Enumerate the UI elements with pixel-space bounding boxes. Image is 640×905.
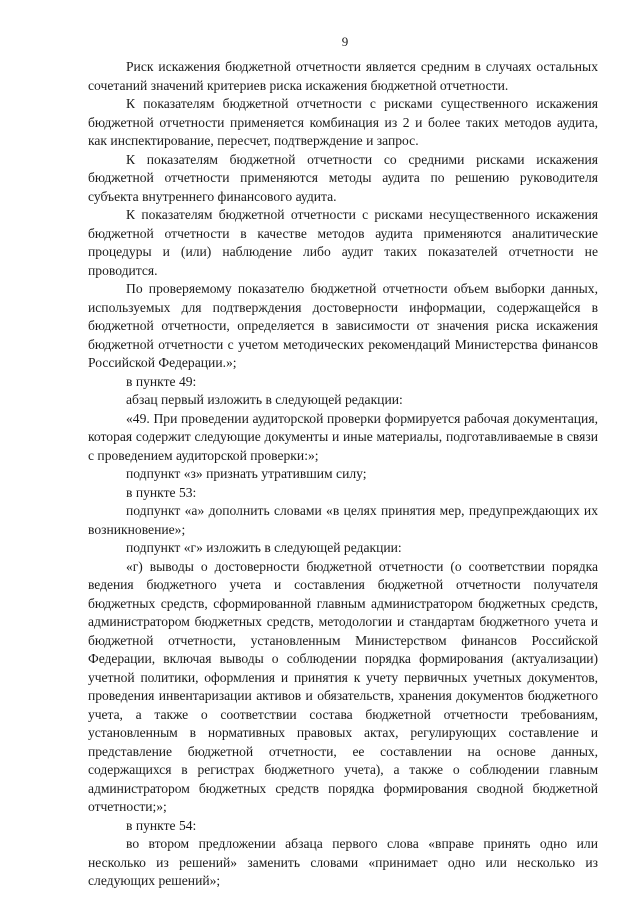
paragraph: «49. При проведении аудиторской проверки формируется рабочая документация, которая содержит следующие документы и иные материалы, подготавливаемые в связи с проведением аудиторской проверки:»; [88,410,598,463]
paragraph: во втором предложении абзаца первого слова «вправе принять одно или несколько из решений» заменить словами «принимает одно или несколько из следующих решений»; [88,836,598,888]
paragraph: подпункт «з» признать утратившим силу; [126,466,367,481]
paragraph: К показателям бюджетной отчетности со средними рисками искажения бюджетной отчетности применяются методы аудита по решению руководителя субъекта внутреннего финансового аудита. [88,151,598,204]
paragraph: Риск искажения бюджетной отчетности является средним в случаях остальных сочетаний значений критериев риска искажения бюджетной отчетности. [88,59,598,93]
page-number: 9 [341,34,349,49]
paragraph: в пункте 54: [126,817,197,833]
paragraph: абзац первый изложить в следующей редакции: [126,392,403,407]
document-body [88,58,598,891]
paragraph: подпункт «г» изложить в следующей редакции: [126,540,402,555]
paragraph: в пункте 53: [126,484,197,500]
paragraph: в пункте 49: [126,373,197,389]
paragraph: «г) выводы о достоверности бюджетной отчетности (о соответствии порядка ведения бюджетного учета и составления бюджетной отчетности получателя бюджетных средств, сформированной главным администратором бюджетных средств, администратором бюджетных средств, методологии и стандартам бюджетного учета и бюджетной отчетности, установленным Министерством финансов Российской Федерации, включая выводы о соблюдении порядка формирования (актуализации) учетной политики, оформления и принятия к учету первичных учетных документов, проведения инвентаризации активов и обязательств, хранения документов бюджетного учета, а также о соответствии состава бюджетной отчетности требованиям, установленным в нормативных правовых актах, регулирующих составление и представление бюджетной отчетности, ее составлении на основе данных, содержащихся в регистрах бюджетного учета), а также о соблюдении главным администратором бюджетных средств порядка формирования сводной бюджетной отчетности;»; [88,558,598,814]
paragraph: По проверяемому показателю бюджетной отчетности объем выборки данных, используемых для подтверждения достоверности информации, содержащейся в бюджетной отчетности, определяется в зависимости от значения риска искажения бюджетной отчетности с учетом методических рекомендаций Министерства финансов Российской Федерации.»; [88,281,598,370]
paragraph: К показателям бюджетной отчетности с рисками несущественного искажения бюджетной отчетности в качестве методов аудита применяются аналитические процедуры и (или) наблюдение либо аудит таких показателей отчетности не проводится. [88,207,598,278]
paragraph: К показателям бюджетной отчетности с рисками существенного искажения бюджетной отчетности применяется комбинация из 2 и более таких методов аудита, как инспектирование, пересчет, подтверждение и запрос. [88,96,598,148]
paragraph: подпункт «а» дополнить словами «в целях принятия мер, предупреждающих их возникновение»; [88,503,598,537]
